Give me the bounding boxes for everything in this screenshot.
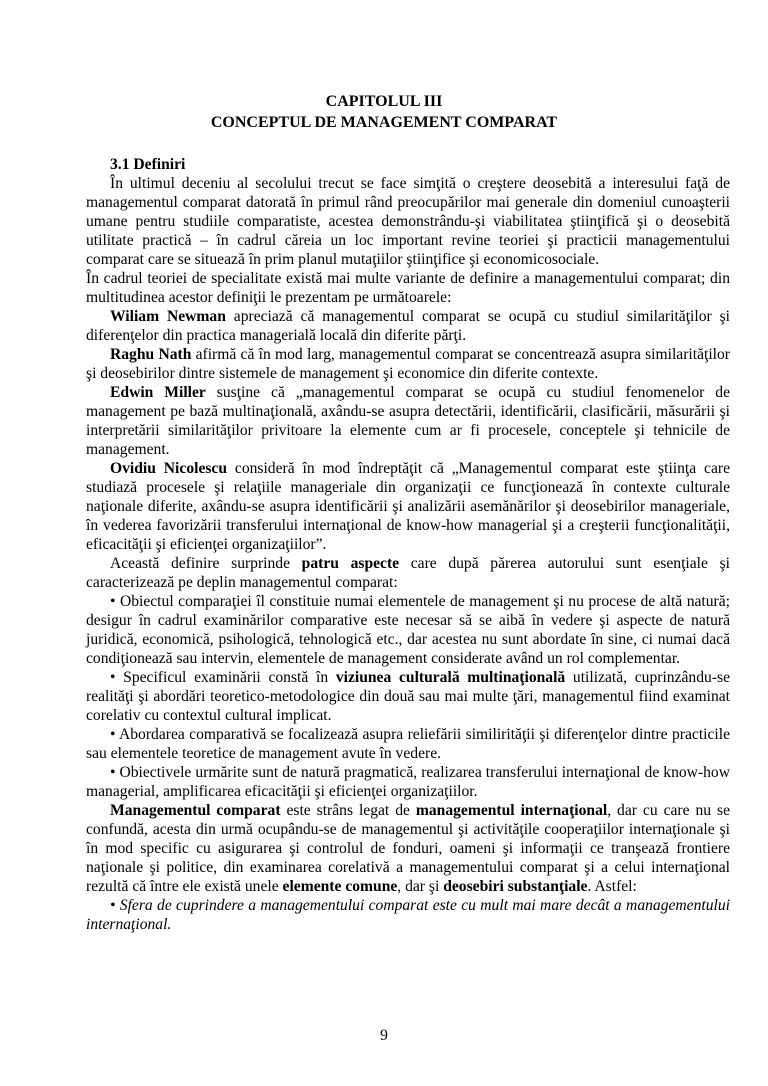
definition-text: apreciază că managementul comparat se ocupă cu studiul similarităţilor şi diferenţelor din practica managerială locală din diferite părţi. (86, 308, 730, 344)
chapter-title: CONCEPTUL DE MANAGEMENT COMPARAT (210, 114, 558, 131)
emphasis: viziunea culturală multinaţională (335, 669, 566, 686)
paragraph-four-aspects (86, 554, 730, 592)
text-run: , dar şi (397, 878, 444, 895)
definition-newman (86, 307, 730, 345)
text-run: este strâns legat de (280, 802, 416, 819)
text-run: Această definire surprinde (110, 555, 302, 572)
bullet-scope: • Sfera de cuprindere a managementului comparat este cu mult mai mare decât a managementului internaţional. (86, 897, 730, 933)
paragraph-definitions-intro: În cadrul teoriei de specialitate există mai multe variante de definire a managementului comparat; din multitudinea acestor definiţii le prezentam pe următoarele: (86, 270, 730, 306)
emphasis: patru aspecte (301, 555, 400, 572)
emphasis: elemente comune (282, 878, 398, 895)
emphasis: deosebiri substanţiale (443, 878, 588, 895)
bullet-approach: • Abordarea comparativă se focalizează asupra reliefării similirităţii şi diferenţelor dintre practicile sau elementele teoretice de management avute în vedere. (86, 726, 730, 762)
page-number: 9 (380, 1027, 388, 1044)
paragraph-intro: În ultimul deceniu al secolului trecut se face simţită o creştere deosebită a interesului faţă de managementul comparat datorată în primul rând preocupărilor mai generale din domeniul cunoaşterii umane pentru studiile comparatiste, acestea demonstrându-şi viabilitatea ştiinţifică şi o deosebită utilitate practică – în cadrul căreia un loc important revine teoriei şi practicii managementului comparat care se situează în prim planul mutaţiilor ştiinţifice şi economicosociale. (86, 175, 730, 268)
body-text (86, 155, 730, 934)
author-name: Edwin Miller (110, 384, 206, 401)
bullet-specific (86, 668, 730, 725)
emphasis: managementul internaţional (415, 802, 608, 819)
text-run: utilizată, cuprinzându-se realităţi şi abordări teoretico-metodologice din două sau mai multe ţări, managementul fiind examinat corelativ cu contextul cultural implicat. (86, 669, 731, 724)
author-name: Wiliam Newman (110, 308, 226, 325)
definition-miller (86, 383, 730, 459)
definition-nath (86, 345, 730, 383)
definition-text: afirmă că în mod larg, managementul comparat se concentrează asupra similarităţilor şi deosebirilor dintre sistemele de management şi economice din diferite contexte. (86, 346, 730, 382)
author-name: Raghu Nath (110, 346, 192, 363)
bullet-objectives: • Obiectivele urmărite sunt de natură pragmatică, realizarea transferului internaţional de know-how managerial, amplificarea eficacităţii şi eficienţei organizaţiilor. (86, 764, 730, 800)
text-run: . Astfel: (587, 878, 637, 895)
bullet-object: • Obiectul comparaţiei îl constituie numai elementele de management şi nu procese de altă natură; desigur în cadrul examinărilor comparative este necesar să se aibă în vedere şi aspecte de natură juridică, economică, psihologică, tehnologică etc., dar acestea nu sunt abordate în sine, ci numai dacă condiţionează sau intervin, elementele de management considerate având un rol complementar. (86, 593, 730, 667)
text-run: • Specificul examinării constă în (110, 669, 336, 686)
definition-nicolescu (86, 459, 730, 554)
section-heading: 3.1 Definiri (110, 156, 186, 173)
paragraph-international (86, 801, 730, 896)
text-run: care după părerea autorului sunt esenţiale şi caracterizează pe deplin managementul comparat: (86, 555, 730, 591)
text-run: , dar cu care nu se confundă, acesta din urmă ocupându-se de managementul şi activităţile cooperaţiilor internaţionale şi în mod specific cu asigurarea şi controlul de fonduri, oameni şi informaţii ce tranşează frontiere naţionale şi politice, din examinarea corelativă a managementului comparat şi a celui internaţional rezultă că între ele există unele (86, 802, 730, 895)
definition-text: susţine că „managementul comparat se ocupă cu studiul fenomenelor de management pe bază multinaţională, axându-se asupra detectării, identificării, clasificării, măsurării şi interpretării similarităţilor privitoare la elemente cum ar fi procesele, conceptele şi tehnicile de management. (86, 384, 731, 458)
author-name: Ovidiu Nicolescu (110, 460, 228, 477)
emphasis: Managementul comparat (110, 802, 281, 819)
definition-text: consideră în mod îndreptăţit că „Managementul comparat este ştiinţa care studiază procesele şi relaţiile manageriale din organizaţii ce funcţionează în contexte culturale naţionale diferite, axându-se asupra identificării şi analizării asemănărilor şi deosebirilor manageriale, în vederea favorizării transferului internaţional de know-how managerial şi a creşterii funcţionalităţii, eficacităţii şi eficienţei organizaţiilor”. (86, 460, 730, 553)
chapter-number: CAPITOLUL III (325, 93, 443, 110)
